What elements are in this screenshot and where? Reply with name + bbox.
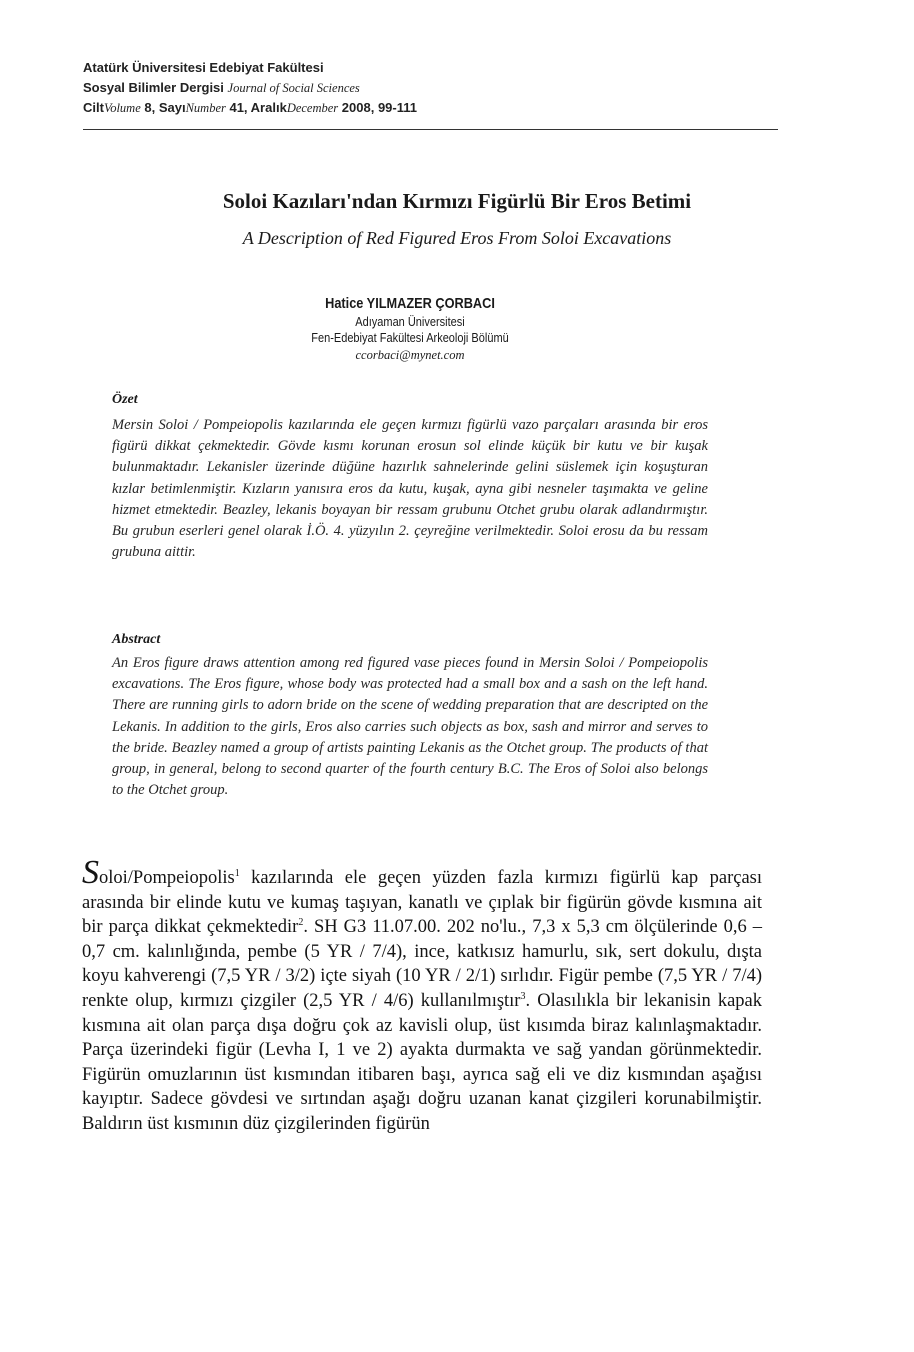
header-year-pages: 2008, 99-111 xyxy=(338,100,417,115)
body-text-3: . SH G3 11.07.00. 202 no'lu., 7,3 x 5,3 cm ölçülerinde 0,6 – 0,7 cm. kalınlığında, pembe (5 YR / 7/4), ince, katkısız hamurlu, sık, sert dokulu, dışta koyu kahverengi (7,5 YR / 3/2) içte siyah (10 YR / 2/1) sırlıdır. Figür pembe (7,5 YR / 7/4) renkte olup, kırmızı çizgiler (2,5 YR / 4/6) kullanılmıştır xyxy=(82,917,762,1011)
body-text-1: oloi/Pompeiopolis xyxy=(99,868,235,888)
header-sayi: 8, Sayı xyxy=(140,100,186,115)
header-institution: Atatürk Üniversitesi Edebiyat Fakültesi xyxy=(83,60,324,75)
body-text-2: kazılarında ele geçen yüzden fazla kırmızı figürlü kap parçası arasında bir elinde kutu ve kumaş taşıyan, kanatlı ve çıplak bir figürün gövde kısmına ait bir parça dikkat çekmektedir xyxy=(82,868,762,938)
body-paragraph xyxy=(82,854,762,1137)
footnote-ref-1[interactable]: 1 xyxy=(234,867,240,879)
body-text-4: . Olasılıkla bir lekanisin kapak kısmına ait olan parça dışa doğru çok az kavisli olup, üst kısımda biraz kalınlaşmaktadır. Parça üzerindeki figür (Levha I, 1 ve 2) ayakta durmakta ve sağ yandan görünmektedir. Figürün omuzlarının üst kısmından itibaren başı, ayrıca sağ eli ve diz kısmından aşağısı kayıptır. Sadece gövdesi ve sırtından aşağı doğru uzanan kanat çizgileri korunabilmiştir. Baldırın üst kısmının düz çizgilerinden figürün xyxy=(82,990,762,1134)
header-journal xyxy=(83,78,783,98)
author-affiliation-department: Fen-Edebiyat Fakültesi Arkeoloji Bölümü xyxy=(311,331,509,345)
header-december: December xyxy=(286,101,339,115)
ozet-text: Mersin Soloi / Pompeiopolis kazılarında ele geçen kırmızı figürlü vazo parçaları arasında bir eros figürü dikkat çekmektedir. Gövde kısmı korunan erosun sol elinde küçük bir kutu ve bir kuşak bulunmaktadır. Lekanisler üzerinde düğüne hazırlık sahnelerinde gelini süslemek için koşuşturan kızlar betimlenmiştir. Kızların yanısıra eros da kutu, kuşak, ayna gibi nesneler taşımakta ve geline hizmet etmektedir. Beazley, lekanis boyayan bir ressam grubunu Otchet grubu olarak adlandırmıştır. Bu grubun eserleri genel olarak İ.Ö. 4. yüzyılın 2. çeyreğine verilmektedir. Soloi erosu da bu ressam grubuna aittir. xyxy=(112,417,708,561)
header-cilt: Cilt xyxy=(83,100,104,115)
header-volume: Volume xyxy=(103,101,141,115)
abstract-text: An Eros figure draws attention among red figured vase pieces found in Mersin Soloi / Pompeiopolis excavations. The Eros figure, whose body was protected had a small box and a sash on the left hand. There are running girls to adorn bride on the scene of wedding preparation that are descripted on the Lekanis. In addition to the girls, Eros also carries such objects as box, sash and mirror and serves to the bride. Beazley named a group of artists painting Lekanis as the Otchet group. The products of that group, in general, belong to second quarter of the fourth century B.C. The Eros of Soloi also belongs to the Otchet group. xyxy=(112,655,708,799)
header-journal-tr: Sosyal Bilimler Dergisi xyxy=(83,80,224,95)
footnote-ref-2[interactable]: 2 xyxy=(298,917,304,929)
author-affiliation-university: Adıyaman Üniversitesi xyxy=(355,315,465,329)
ozet-heading: Özet xyxy=(112,392,138,407)
article-subtitle: A Description of Red Figured Eros From Soloi Excavations xyxy=(242,228,672,248)
journal-header xyxy=(83,58,783,118)
header-volume-info xyxy=(83,98,783,118)
footnote-ref-3[interactable]: 3 xyxy=(520,990,526,1002)
author-block xyxy=(0,294,820,364)
article-title: Soloi Kazıları'ndan Kırmızı Figürlü Bir Eros Betimi xyxy=(222,189,692,213)
header-journal-en: Journal of Social Sciences xyxy=(227,81,360,95)
drop-cap: S xyxy=(82,854,99,891)
abstract-heading: Abstract xyxy=(112,632,161,647)
author-email: ccorbaci@mynet.com xyxy=(355,348,465,362)
author-name: Hatice YILMAZER ÇORBACI xyxy=(325,295,495,312)
header-rule xyxy=(83,129,778,130)
header-aralik: 41, Aralık xyxy=(225,100,287,115)
header-number: Number xyxy=(185,101,226,115)
